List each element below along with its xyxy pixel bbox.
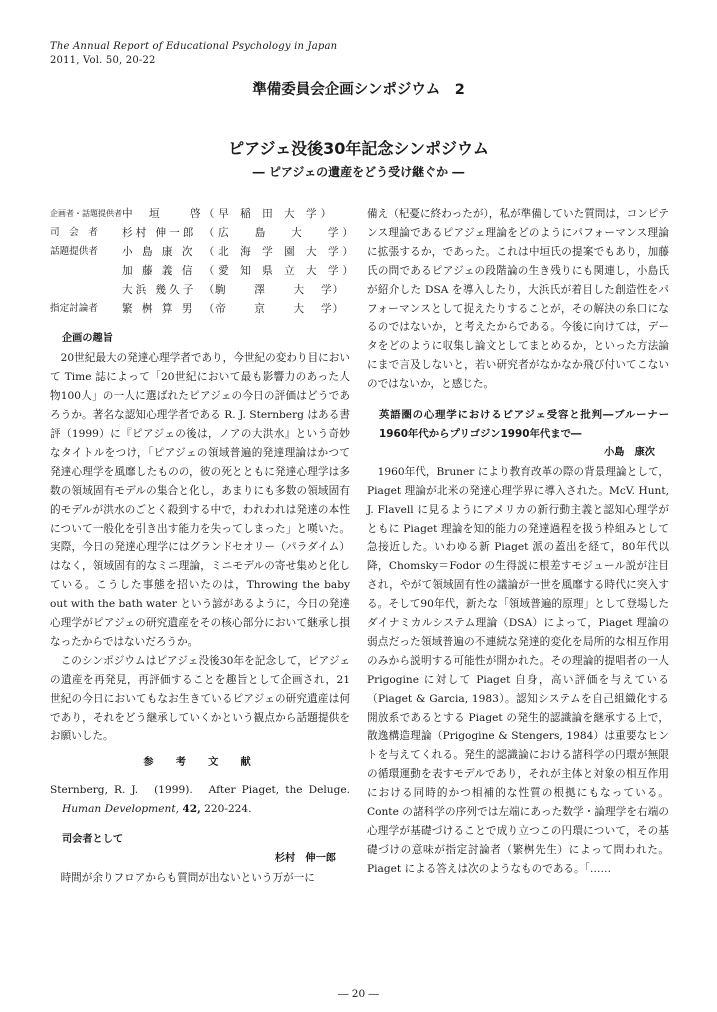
right-column — [367, 205, 669, 879]
participant-roster — [50, 205, 357, 318]
roster-affiliation: （広 島 大 学） — [203, 226, 358, 239]
symposium-label: 準備委員会企画シンポジウム 2 — [252, 82, 465, 98]
journal-header — [50, 40, 337, 68]
spacer — [50, 819, 350, 831]
reference-volume: 42, — [182, 803, 201, 816]
roster-row — [50, 281, 357, 300]
roster-row — [50, 205, 357, 224]
spacer — [367, 394, 669, 406]
page-subtitle: ― ピアジェの遺産をどう受け継ぐか ― — [252, 165, 465, 179]
spacer — [50, 318, 350, 330]
paragraph: 備え（杞憂に終わったが），私が準備していた質問は，コンピテンス理論であるピアジェ理論をどのようにパフォーマンス理論に拡張するか，であった。これは中垣氏の提案でもあり，加藤氏の問であるピアジェの段階論の生き残りにも関連し，小島氏が紹介した DSA を導入したり，大浜氏が着目した創造性をパフォーマンスとして捉えたりすることが，その解決の糸口になるのではないか，と考えたからである。今後に向けては，データをどのように収集し論文としてまとめるか，といった方法論にまで言及しないと，若い研究者がなかなか飛び付いてこないのではないか，と感じた。 — [367, 208, 669, 391]
page-number: ― 20 ― — [337, 988, 380, 1000]
roster-name: 中 垣 啓 — [122, 208, 204, 220]
left-column — [50, 205, 358, 888]
roster-role: 企画者・話題提供者 — [50, 209, 122, 218]
reference-item — [50, 781, 350, 819]
roster-role: 司 会 者 — [50, 226, 98, 238]
roster-name: 加 藤 義 信 — [122, 264, 196, 277]
references-heading: 参 考 文 献 — [143, 757, 257, 769]
roster-affiliation: （愛 知 県 立 大 学） — [203, 264, 358, 277]
roster-role — [50, 262, 122, 281]
roster-affiliation: （早 稲 田 大 学） — [203, 208, 336, 220]
roster-row — [50, 262, 357, 281]
section-heading-moderator: 司会者として — [62, 834, 124, 846]
journal-name: The Annual Report of Educational Psychology in Japan — [50, 41, 338, 52]
roster-affiliation: （北 海 学 園 大 学） — [203, 245, 358, 258]
roster-row — [50, 224, 357, 243]
reference-journal: Human Development, — [62, 803, 179, 816]
roster-row — [50, 243, 357, 262]
paragraph: 1960年代，Bruner により教育改革の際の背景理論として，Piaget 理論が北米の発達心理学界に導入された。McV. Hunt, J. Flavell に見るようにアメリカの新行動主義と認知心理学がともに Piaget 理論を知的能力の発達過程を扱う枠組みとして急接近した。いわゆる新 Piaget 派の蓋出を経て，80年代以降，Chomsky＝Fodor の生得説に根差すモジュール説が注目され，やがて領域固有性の議論が一世を風靡する時代に突入する。そして90年代，新たな「領域普遍的原理」として登場したダイナミカルシステム理論（DSA）によって，Piaget 理論の弱点だった領域普遍の不連続な発達的変化を局所的な相互作用のみから説明する可能性が開かれた。その理論的提唱者の一人 Prigogine に対して Piaget 自身，高い評価を与えている（Piaget & Garcia, 1983）。認知システムを自己組織化する開放系であるとする Piaget の発生的認識論を継承する上で，散逸構造理論（Prigogine & Stengers, 1984）は重要なヒントを与えてくれる。発生的認識論における諸科学の円環が無限の循環運動を表すモデルであり，それが主体と対象の相互作用における同時的かつ相補的な性質の根拠にもなっている。Conte の諸科学の序列では左端にあった数学・論理学を右端の心理学が基礎づけることで成り立つこの円環について，その基礎づけの意味が指定討論者（繁桝先生）によって問われた。Piaget による答えは次のようなものである。「…… — [367, 465, 669, 875]
section-author: 小島 康次 — [604, 446, 655, 458]
reference-pages: 220-224. — [204, 803, 252, 816]
journal-volume: 2011, Vol. 50, 20-22 — [50, 55, 156, 66]
section-heading-kojima: 英語圏の心理学におけるピアジェ受容と批判―ブルーナー1960年代からプリゴジン1990年代まで― — [379, 409, 669, 440]
spacer — [50, 746, 350, 754]
section-heading-purpose: 企画の趣旨 — [62, 333, 113, 345]
roster-name: 大浜 幾久子 — [122, 283, 197, 296]
paragraph: 20世紀最大の発達心理学者であり，今世紀の変わり目において Time 誌によって「20世紀において最も影響力のあった人物100人」の一人に選ばれたピアジェの今日の評価はどうであろうか。著名な認知心理学者である R. J. Sternberg はある書評（1999）に『ピアジェの後は，ノアの大洪水』という奇妙なタイトルをつけ，「ピアジェの領域普遍的発達理論はかつて発達心理学を風靡したものの，彼の死とともに発達心理学は多数の領域固有モデルの集合と化し，あまりにも多数の領域固有的モデルが洪水のごとく殺到する中で，われわれは発達の本性について一般化を引き出す能力を失ってしまった」と嘆いた。実際，今日の発達心理学にはグランドセオリー（パラダイム）はなく，領域固有的なミニ理論，ミニモデルの寄せ集めと化している。こうした事態を招いたのは，Throwing the baby out with the bath water という諺があるように，今日の発達心理学がピアジェの研究遺産をその核心部分において継承し損なったからではないだろうか。 — [50, 352, 350, 648]
roster-name: 繁 桝 算 男 — [122, 302, 196, 315]
paragraph: 時間が余りフロアからも質問が出ないという万が一に — [60, 871, 315, 884]
roster-role — [50, 281, 122, 300]
reference-authors: Sternberg, R. J. (1999). After Piaget, the Deluge. — [50, 784, 350, 797]
paragraph: このシンポジウムはピアジェ没後30年を記念して，ピアジェの遺産を再発見，再評価することを趣旨として企画され，21世紀の今日においてもなお生きているピアジェの研究遺産は何であり，それをどう継承していくかという観点から話題提供をお願いした。 — [50, 654, 350, 743]
spacer — [50, 773, 350, 781]
roster-affiliation: （帝 京 大 学） — [203, 302, 345, 315]
roster-name: 小 島 康 次 — [122, 245, 196, 258]
roster-role: 指定討論者 — [50, 302, 98, 314]
roster-name: 杉村 伸一郎 — [122, 226, 197, 239]
roster-role: 話題提供者 — [50, 245, 98, 257]
section-author: 杉村 伸一郎 — [274, 853, 336, 864]
roster-row — [50, 300, 357, 319]
page-title: ピアジェ没後30年記念シンポジウム — [228, 139, 489, 158]
roster-affiliation: （駒 澤 大 学） — [203, 283, 345, 296]
